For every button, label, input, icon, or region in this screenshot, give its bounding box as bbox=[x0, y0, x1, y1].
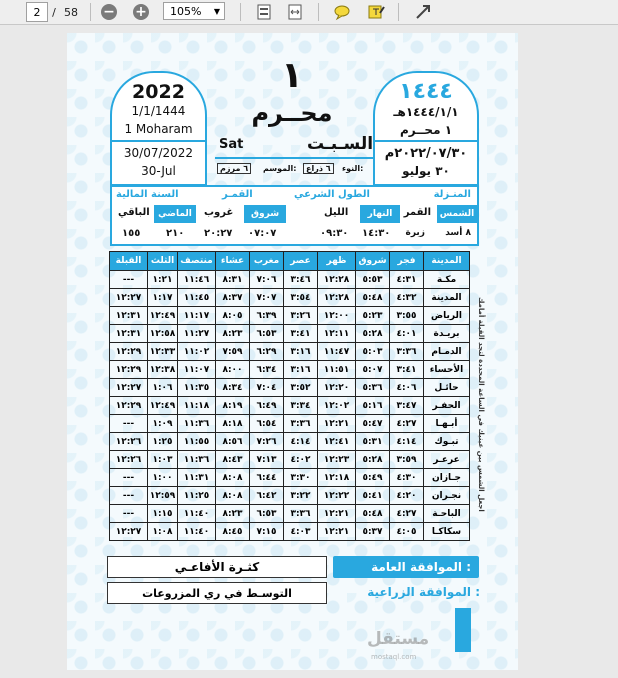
city-cell: الدمـام bbox=[424, 343, 470, 361]
info-subheader-row bbox=[112, 205, 477, 223]
time-cell: ٣:٣٦ bbox=[284, 505, 318, 523]
time-cell: ١١:٤٧ bbox=[318, 343, 356, 361]
time-cell: ٤:٢٧ bbox=[390, 415, 424, 433]
time-cell: --- bbox=[110, 415, 148, 433]
time-cell: ٨:٤٥ bbox=[216, 523, 250, 541]
header-midnight: منتصف bbox=[178, 252, 216, 271]
agricultural-agreement-label: الموافقة الزراعية : bbox=[367, 585, 480, 599]
time-cell: ١٢:٤١ bbox=[318, 433, 356, 451]
gregorian-date-box bbox=[110, 71, 207, 186]
gregorian-date: 30/07/2022 bbox=[123, 146, 194, 160]
time-cell: ١٢:٢٩ bbox=[110, 343, 148, 361]
time-cell: ١١:٣٦ bbox=[178, 415, 216, 433]
time-cell: ٤:٣٠ bbox=[390, 469, 424, 487]
hijri-date-en: 1/1/1444 bbox=[131, 104, 186, 118]
hijri-year: ١٤٤٤ bbox=[399, 79, 453, 104]
expand-icon[interactable] bbox=[414, 3, 432, 21]
manzila-header: المنـزلة bbox=[433, 189, 471, 200]
time-cell: ١٢:٢٧ bbox=[110, 523, 148, 541]
time-cell: ١:٠٨ bbox=[148, 523, 178, 541]
time-cell: ٤:٣٢ bbox=[390, 289, 424, 307]
zoom-value: 105% bbox=[170, 4, 202, 18]
table-row bbox=[110, 397, 470, 415]
time-cell: ٥:٢٣ bbox=[356, 307, 390, 325]
header-isha: عشاء bbox=[216, 252, 250, 271]
plus-icon: + bbox=[133, 4, 149, 20]
time-cell: ١١:١٧ bbox=[178, 307, 216, 325]
gregorian-year: 2022 bbox=[132, 81, 185, 103]
time-cell: ١:٠٠ bbox=[148, 469, 178, 487]
time-cell: ١١:٤٠ bbox=[178, 505, 216, 523]
minus-icon: − bbox=[101, 4, 117, 20]
city-cell: حائـل bbox=[424, 379, 470, 397]
hijri-month-en: 1 Moharam bbox=[124, 122, 193, 136]
toolbar-divider bbox=[240, 3, 241, 21]
time-cell: ١١:٥١ bbox=[318, 361, 356, 379]
time-cell: ٧:٠٧ bbox=[250, 289, 284, 307]
info-header-row bbox=[112, 187, 477, 204]
time-cell: ١٢:١٨ bbox=[318, 469, 356, 487]
night-length-value: ٠٩:٣٠ bbox=[320, 228, 349, 239]
time-cell: ١٢:٠٢ bbox=[318, 397, 356, 415]
time-cell: ٥:٠٧ bbox=[356, 361, 390, 379]
time-cell: ٦:٥٤ bbox=[250, 415, 284, 433]
time-cell: ١:٠٣ bbox=[148, 451, 178, 469]
time-cell: ١٢:٢٨ bbox=[318, 271, 356, 289]
time-cell: ١٢:٢٣ bbox=[318, 451, 356, 469]
city-cell: جـازان bbox=[424, 469, 470, 487]
table-header-row bbox=[110, 252, 470, 271]
time-cell: ٨:٣٤ bbox=[216, 379, 250, 397]
pdf-toolbar bbox=[0, 0, 618, 25]
sun-value: ٨ أسد bbox=[445, 228, 471, 238]
city-cell: المدينة bbox=[424, 289, 470, 307]
divider-line bbox=[112, 140, 205, 142]
hijri-day-number: ١ bbox=[281, 55, 303, 96]
city-cell: عرعـر bbox=[424, 451, 470, 469]
time-cell: ٦:٣٤ bbox=[250, 361, 284, 379]
time-cell: ٧:٠٤ bbox=[250, 379, 284, 397]
city-cell: سكاكـا bbox=[424, 523, 470, 541]
hijri-date-ar: ١٤٤٤/١/١هـ bbox=[393, 105, 459, 119]
fit-page-icon[interactable] bbox=[255, 3, 273, 21]
time-cell: ١١:٤٠ bbox=[178, 523, 216, 541]
time-cell: ٣:٥٩ bbox=[390, 451, 424, 469]
time-cell: ١٢:٢٩ bbox=[110, 361, 148, 379]
center-divider bbox=[215, 157, 375, 159]
watermark-url: mostaql.com bbox=[371, 653, 417, 661]
time-cell: ٦:٥٣ bbox=[250, 505, 284, 523]
zoom-out-button[interactable] bbox=[98, 0, 120, 24]
time-cell: ٤:١٤ bbox=[284, 433, 318, 451]
sun-cell: الشمس bbox=[437, 205, 477, 223]
table-row bbox=[110, 307, 470, 325]
table-row bbox=[110, 451, 470, 469]
page-total: 58 bbox=[64, 5, 78, 19]
remaining-days-cell: الباقي bbox=[118, 207, 150, 218]
zoom-in-button[interactable] bbox=[130, 0, 152, 24]
time-cell: ١١:٣٦ bbox=[178, 451, 216, 469]
toolbar-divider bbox=[318, 3, 319, 21]
time-cell: ٣:٣٦ bbox=[390, 343, 424, 361]
time-cell: ١٢:٢١ bbox=[318, 505, 356, 523]
time-cell: ١٢:٢٦ bbox=[110, 433, 148, 451]
header-city: المدينة bbox=[424, 252, 470, 271]
time-cell: ١٢:٣٨ bbox=[148, 361, 178, 379]
header-sunrise: شروق bbox=[356, 252, 390, 271]
header-fajr: فجر bbox=[390, 252, 424, 271]
time-cell: ١٢:٣١ bbox=[110, 307, 148, 325]
city-cell: أبـهـا bbox=[424, 415, 470, 433]
weekday-en: Sat bbox=[219, 137, 244, 152]
time-cell: ١:٠٩ bbox=[148, 415, 178, 433]
time-cell: ٣:٥٢ bbox=[284, 379, 318, 397]
time-cell: ٨:٠٨ bbox=[216, 487, 250, 505]
header-third: الثلث bbox=[148, 252, 178, 271]
table-row bbox=[110, 433, 470, 451]
hijri-month-ar: ١ محــرم bbox=[399, 123, 453, 137]
naw-label: النوء: bbox=[342, 164, 364, 173]
time-cell: ٣:٣٤ bbox=[284, 397, 318, 415]
qibla-note: اجعل الشمس بين عينيك في الساعة المحددة لتجد القبلة أمامك bbox=[477, 296, 485, 512]
time-cell: ٣:٤١ bbox=[390, 361, 424, 379]
time-cell: ٣:٣٠ bbox=[284, 469, 318, 487]
time-cell: ٦:٤٤ bbox=[250, 469, 284, 487]
time-cell: ٤:٠١ bbox=[390, 325, 424, 343]
time-cell: ١:١٥ bbox=[148, 505, 178, 523]
time-cell: ٨:٠٨ bbox=[216, 469, 250, 487]
watermark-logo: مستقل bbox=[367, 629, 430, 649]
table-row bbox=[110, 379, 470, 397]
time-cell: ٥:٣٦ bbox=[356, 379, 390, 397]
time-cell: ١٢:١١ bbox=[318, 325, 356, 343]
hijri-month-name: محــرم bbox=[251, 99, 333, 127]
time-cell: ٥:٤٨ bbox=[356, 505, 390, 523]
document-page bbox=[67, 33, 518, 670]
time-cell: ٥:٢٨ bbox=[356, 325, 390, 343]
time-cell: ٨:٣١ bbox=[216, 271, 250, 289]
table-row bbox=[110, 415, 470, 433]
time-cell: ٤:٠٦ bbox=[390, 379, 424, 397]
time-cell: ٦:٤٩ bbox=[250, 397, 284, 415]
time-cell: ٣:٢٢ bbox=[284, 487, 318, 505]
time-cell: ١١:٥٥ bbox=[178, 433, 216, 451]
night-length-cell: الليل bbox=[324, 207, 349, 218]
time-cell: ٨:١٩ bbox=[216, 397, 250, 415]
time-cell: ٣:١٦ bbox=[284, 361, 318, 379]
time-cell: ١١:٤٥ bbox=[178, 289, 216, 307]
day-length-value: ١٤:٣٠ bbox=[362, 228, 391, 239]
time-cell: ١٢:٢٢ bbox=[318, 487, 356, 505]
table-row bbox=[110, 505, 470, 523]
sunset-value: ٢٠:٢٧ bbox=[204, 228, 233, 239]
time-cell: ٧:٢٦ bbox=[250, 433, 284, 451]
time-cell: ١٢:٢٨ bbox=[318, 289, 356, 307]
time-cell: ٣:٣٦ bbox=[284, 415, 318, 433]
time-cell: ٦:٤٢ bbox=[250, 487, 284, 505]
time-cell: ٤:٠٥ bbox=[390, 523, 424, 541]
time-cell: ١١:٢٥ bbox=[178, 487, 216, 505]
time-cell: ١:١٧ bbox=[148, 289, 178, 307]
time-cell: ٣:٥٥ bbox=[390, 307, 424, 325]
time-cell: ١٢:٣١ bbox=[110, 325, 148, 343]
naw-value: ٦ ذراع bbox=[303, 163, 334, 174]
table-row bbox=[110, 487, 470, 505]
time-cell: ٥:١٦ bbox=[356, 397, 390, 415]
season-value: ٦ مرزم bbox=[217, 163, 251, 174]
table-row bbox=[110, 343, 470, 361]
table-row bbox=[110, 523, 470, 541]
general-agreement-value: كثـرة الأفاعـي bbox=[107, 556, 327, 578]
chevron-down-icon: ▼ bbox=[213, 6, 220, 16]
time-cell: ٤:٠٢ bbox=[284, 451, 318, 469]
table-row bbox=[110, 271, 470, 289]
city-cell: الباحـة bbox=[424, 505, 470, 523]
time-cell: ٥:٤٧ bbox=[356, 415, 390, 433]
time-cell: ١٢:٢٧ bbox=[110, 379, 148, 397]
city-cell: تبـوك bbox=[424, 433, 470, 451]
time-cell: ١٢:٥٨ bbox=[148, 325, 178, 343]
sunrise-value: ٠٧:٠٧ bbox=[248, 228, 277, 239]
time-cell: ٥:٤٩ bbox=[356, 469, 390, 487]
page-separator: / bbox=[52, 5, 56, 19]
gregorian-date-ar: ٢٠٢٢/٠٧/٣٠م bbox=[384, 146, 468, 161]
time-cell: --- bbox=[110, 505, 148, 523]
time-cell: ١٢:٢٦ bbox=[110, 451, 148, 469]
city-cell: الأحساء bbox=[424, 361, 470, 379]
time-cell: ٣:١٦ bbox=[284, 343, 318, 361]
time-cell: ٧:١٥ bbox=[250, 523, 284, 541]
sunset-cell: غروب bbox=[204, 207, 234, 218]
time-cell: ١١:٤٦ bbox=[178, 271, 216, 289]
past-days-cell: الماضي bbox=[154, 205, 196, 223]
time-cell: ٣:٤٦ bbox=[284, 271, 318, 289]
time-cell: ٧:١٣ bbox=[250, 451, 284, 469]
header-qibla: القبلة bbox=[110, 252, 148, 271]
time-cell: ٨:٠٥ bbox=[216, 307, 250, 325]
time-cell: ٦:٢٩ bbox=[250, 343, 284, 361]
time-cell: ٣:٥٤ bbox=[284, 289, 318, 307]
city-cell: مكـة bbox=[424, 271, 470, 289]
gregorian-month-ar: ٣٠ يوليو bbox=[402, 164, 450, 178]
general-agreement-label: الموافقة العامة : bbox=[333, 556, 479, 578]
time-cell: ٥:٠٣ bbox=[356, 343, 390, 361]
time-cell: ١٢:٤٩ bbox=[148, 397, 178, 415]
time-cell: ٨:٢٣ bbox=[216, 325, 250, 343]
accent-bar bbox=[455, 608, 471, 652]
moon-cell: القمر bbox=[403, 207, 431, 218]
highlight-icon[interactable] bbox=[367, 3, 385, 21]
table-row bbox=[110, 325, 470, 343]
time-cell: ٣:٤٧ bbox=[390, 397, 424, 415]
moon-header: القمـر bbox=[222, 189, 253, 200]
time-cell: ١٢:٢٠ bbox=[318, 379, 356, 397]
season-label: الموسم: bbox=[263, 164, 297, 173]
time-cell: ٦:٣٩ bbox=[250, 307, 284, 325]
time-cell: ٤:٣١ bbox=[390, 271, 424, 289]
time-cell: ٨:٢٣ bbox=[216, 505, 250, 523]
time-cell: ١١:٣٥ bbox=[178, 379, 216, 397]
time-cell: ٥:٢٨ bbox=[356, 451, 390, 469]
time-cell: ١٢:٤٩ bbox=[148, 307, 178, 325]
comment-icon[interactable] bbox=[333, 3, 351, 21]
time-cell: ٥:٥٣ bbox=[356, 271, 390, 289]
time-cell: ١١:٢٧ bbox=[178, 325, 216, 343]
header-dhuhr: ظهر bbox=[318, 252, 356, 271]
gregorian-day-month: 30-Jul bbox=[141, 164, 176, 178]
time-cell: ٨:٥٦ bbox=[216, 433, 250, 451]
time-cell: ١٢:٢١ bbox=[318, 523, 356, 541]
past-days-value: ٢١٠ bbox=[166, 228, 185, 239]
info-value-row bbox=[112, 226, 477, 244]
fiscal-year-header: السنة المالية bbox=[116, 189, 179, 200]
time-cell: ٤:٠٣ bbox=[284, 523, 318, 541]
time-cell: ٨:١٨ bbox=[216, 415, 250, 433]
table-row bbox=[110, 469, 470, 487]
time-cell: ٧:٠٦ bbox=[250, 271, 284, 289]
time-cell: ٤:٢٧ bbox=[390, 505, 424, 523]
time-cell: ١٢:٣٣ bbox=[148, 343, 178, 361]
table-row bbox=[110, 361, 470, 379]
header-maghrib: مغرب bbox=[250, 252, 284, 271]
time-cell: ٦:٥٣ bbox=[250, 325, 284, 343]
time-cell: ١٢:٢١ bbox=[318, 415, 356, 433]
time-cell: ٥:٤١ bbox=[356, 487, 390, 505]
time-cell: ١١:٣١ bbox=[178, 469, 216, 487]
city-cell: الحفـر bbox=[424, 397, 470, 415]
time-cell: ١٢:٥٩ bbox=[148, 487, 178, 505]
time-cell: ٥:٤٨ bbox=[356, 289, 390, 307]
time-cell: ٥:٣١ bbox=[356, 433, 390, 451]
city-cell: نجـران bbox=[424, 487, 470, 505]
moon-value: زبرة bbox=[405, 228, 425, 238]
toolbar-divider bbox=[398, 3, 399, 21]
time-cell: ١١:٠٢ bbox=[178, 343, 216, 361]
fit-width-icon[interactable] bbox=[286, 3, 304, 21]
time-cell: --- bbox=[110, 487, 148, 505]
page-number-input[interactable]: 2 bbox=[26, 2, 48, 22]
weekday-ar: السـبـت bbox=[307, 134, 374, 154]
time-cell: ١:٢٥ bbox=[148, 433, 178, 451]
table-row bbox=[110, 289, 470, 307]
agricultural-agreement-value: التوسـط في ري المزروعات bbox=[107, 582, 327, 604]
zoom-select[interactable] bbox=[163, 2, 225, 20]
time-cell: ١:٢١ bbox=[148, 271, 178, 289]
time-cell: ٧:٥٩ bbox=[216, 343, 250, 361]
time-cell: ٣:٢٦ bbox=[284, 307, 318, 325]
time-cell: ٤:١٤ bbox=[390, 433, 424, 451]
time-cell: ٨:٣٧ bbox=[216, 289, 250, 307]
time-cell: ٨:٤٣ bbox=[216, 451, 250, 469]
time-cell: ١٢:٢٩ bbox=[110, 397, 148, 415]
time-cell: --- bbox=[110, 469, 148, 487]
day-length-cell: النهار bbox=[360, 205, 400, 223]
toolbar-divider bbox=[90, 3, 91, 21]
time-cell: ١٢:٠٠ bbox=[318, 307, 356, 325]
time-cell: --- bbox=[110, 271, 148, 289]
time-cell: ١١:١٨ bbox=[178, 397, 216, 415]
header-asr: عصر bbox=[284, 252, 318, 271]
sunrise-cell: شروق bbox=[244, 205, 286, 223]
hijri-date-box bbox=[373, 71, 479, 186]
divider-line bbox=[375, 140, 477, 142]
city-cell: الرياض bbox=[424, 307, 470, 325]
time-cell: ١١:٠٧ bbox=[178, 361, 216, 379]
prayer-times-table bbox=[109, 251, 470, 541]
time-cell: ٣:٤١ bbox=[284, 325, 318, 343]
time-cell: ٤:٢٠ bbox=[390, 487, 424, 505]
shari-length-header: الطول الشرعي bbox=[294, 189, 370, 200]
time-cell: ٥:٣٧ bbox=[356, 523, 390, 541]
time-cell: ١:٠٦ bbox=[148, 379, 178, 397]
time-cell: ٨:٠٠ bbox=[216, 361, 250, 379]
city-cell: بريـدة bbox=[424, 325, 470, 343]
time-cell: ١٢:٢٧ bbox=[110, 289, 148, 307]
remaining-days-value: ١٥٥ bbox=[122, 228, 141, 239]
